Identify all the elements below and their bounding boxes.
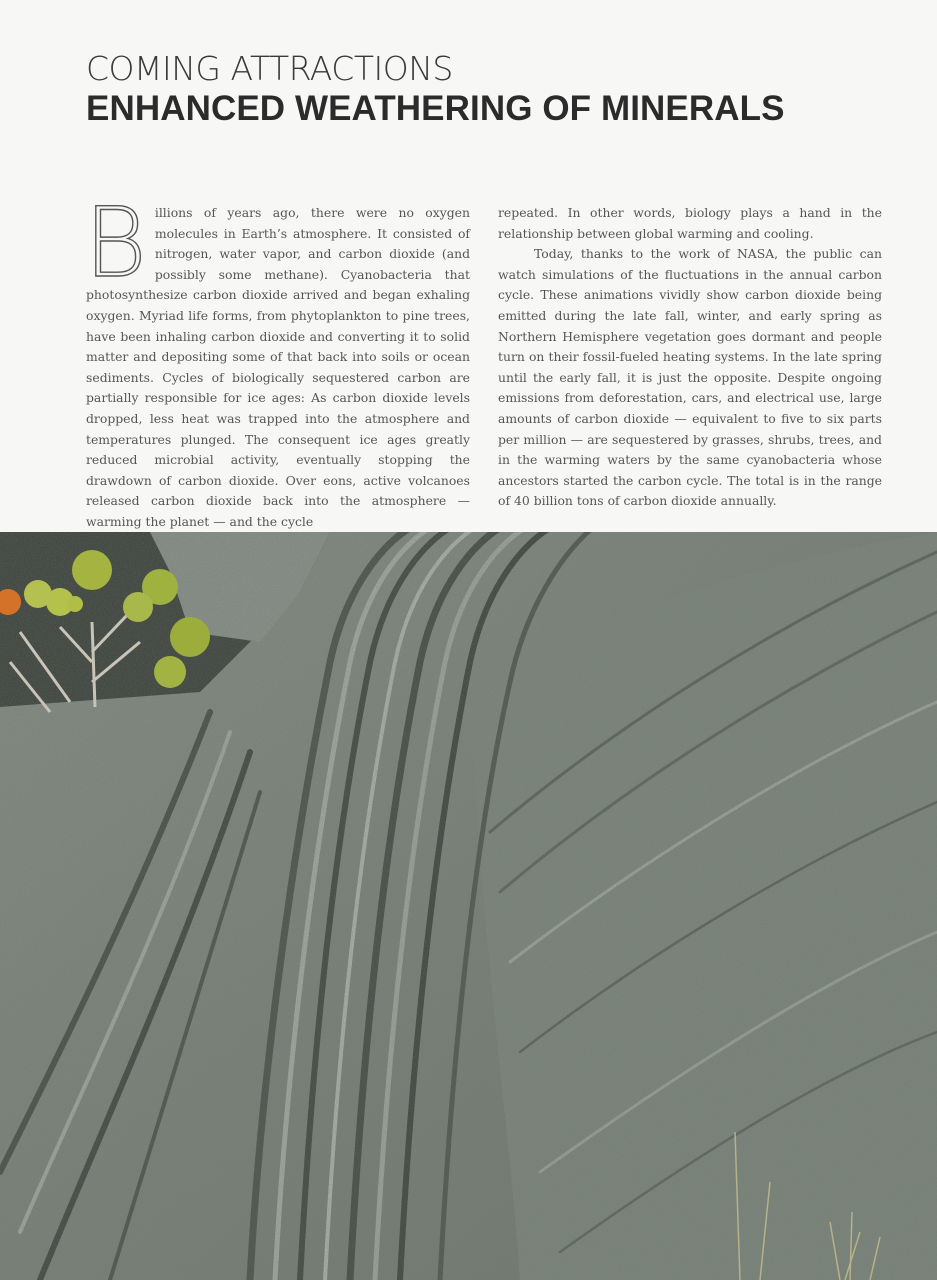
paragraph-2: Today, thanks to the work of NASA, the public can watch simulations of the fluctuations in the annual carbon cycle. These animations vividly show carbon dioxide being emitted during the late fall, winter, and early spring as Northern Hemisphere vegetation goes dormant and people turn on their fossil-fueled heating systems. In the late spring until the early fall, it is just the opposite. Despite ongoing emissions from deforestation, cars, and electrical use, large amounts of carbon dioxide — equivalent to five to six parts per million — are sequestered by grasses, shrubs, trees, and in the warming waters by the same cyanobacteria whose ancestors started the carbon cycle. The total is in the range of 40 billion tons of carbon dioxide annually.	[498, 246, 882, 509]
article-title: ENHANCED WEATHERING OF MINERALS	[86, 89, 785, 128]
text-column-right	[498, 203, 882, 512]
paragraph-1-text: illions of years ago, there were no oxygen molecules in Earth’s atmosphere. It consisted of nitrogen, water vapor, and carbon dioxide (and possibly some methane). Cyanobacteria that photosynthesize carbon dioxide arrived and began exhaling oxygen. Myriad life forms, from phytoplankton to pine trees, have been inhaling carbon dioxide and converting it to solid matter and depositing some of that back into soils or ocean sediments. Cycles of biologically sequestered carbon are partially responsible for ice ages: As carbon dioxide levels dropped, less heat was trapped into the atmosphere and temperatures plunged. The consequent ice ages greatly reduced microbial activity, eventually stopping the drawdown of carbon dioxide. Over eons, active volcanoes released carbon dioxide back into the atmosphere — warming the planet — and the cycle	[86, 205, 470, 529]
paragraph-1-continued: repeated. In other words, biology plays a hand in the relationship between global warming and cooling.	[498, 205, 882, 241]
rock-photo	[0, 532, 937, 1280]
section-kicker: COMING ATTRACTIONS	[86, 49, 453, 88]
drop-cap: B	[84, 187, 147, 299]
text-column-left	[84, 187, 470, 533]
paragraph-1	[84, 187, 470, 533]
